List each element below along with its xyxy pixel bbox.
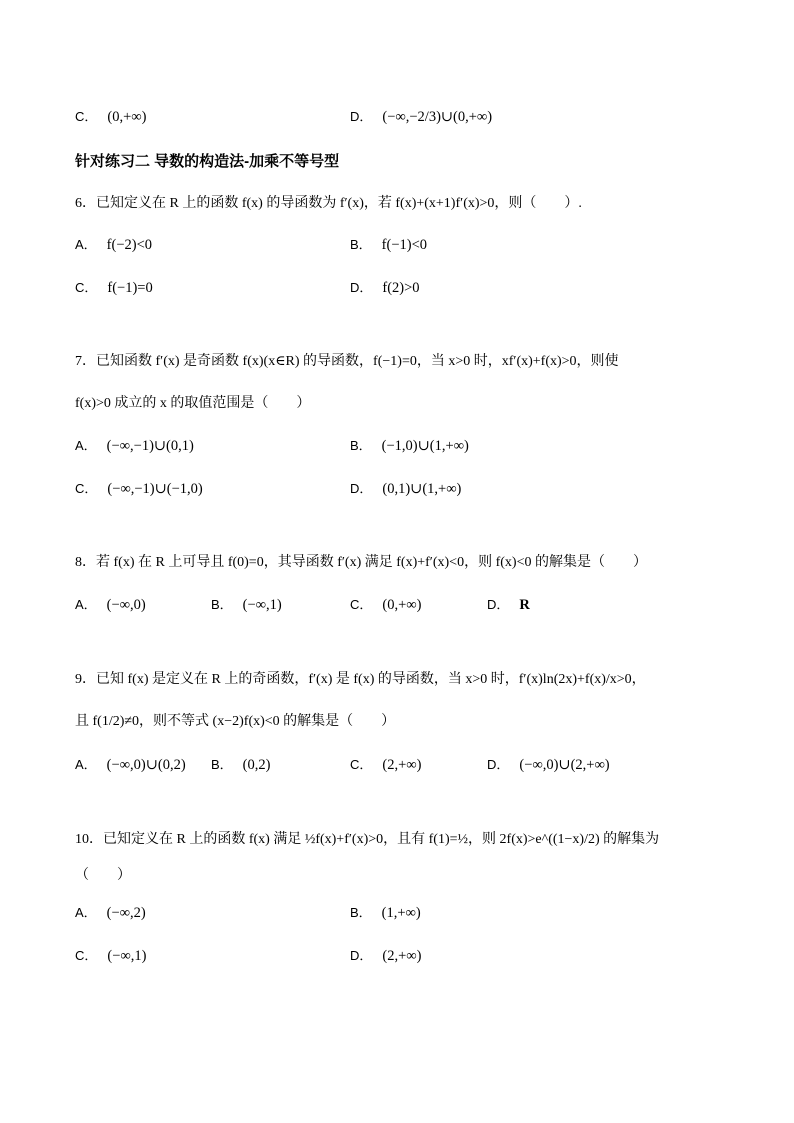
option-label: C．: [75, 280, 98, 295]
question-6-stem: 6．已知定义在 R 上的函数 f(x) 的导函数为 f′(x)，若 f(x)+(x+1)f′(x)>0，则（ ）.: [75, 196, 582, 211]
question-10-stem-line2: （ ）: [75, 868, 131, 883]
q8-option-b: [211, 594, 282, 614]
q8-option-a: [75, 594, 146, 614]
question-9-stem-line1: 9．已知 f(x) 是定义在 R 上的奇函数，f′(x) 是 f(x) 的导函数，当 x>0 时，f′(x)ln(2x)+f(x)/x>0，: [75, 672, 646, 687]
option-text: (2,+∞): [382, 948, 422, 964]
option-label: D．: [350, 948, 373, 963]
option-text: f(−2)<0: [106, 237, 153, 253]
question-8-stem: 8．若 f(x) 在 R 上可导且 f(0)=0，其导函数 f′(x) 满足 f(x)+f′(x)<0，则 f(x)<0 的解集是（ ）: [75, 555, 647, 570]
option-text: (−∞,2): [106, 905, 146, 921]
option-text: (−∞,0): [106, 597, 146, 613]
option-label: C．: [350, 757, 373, 772]
option-label: D．: [350, 481, 373, 496]
question-7-stem-line1: 7．已知函数 f′(x) 是奇函数 f(x)(x∈R) 的导函数，f(−1)=0，当 x>0 时，xf′(x)+f(x)>0，则使: [75, 354, 619, 369]
option-text: (−∞,−1)∪(−1,0): [107, 481, 203, 497]
option-text: (2,+∞): [382, 757, 422, 773]
q7-option-a: [75, 435, 194, 455]
option-label: A．: [75, 438, 97, 453]
option-label: C．: [75, 948, 98, 963]
option-label: B．: [211, 597, 233, 612]
q6-option-a: [75, 234, 152, 254]
q8-option-d: [487, 594, 530, 614]
option-c: [75, 106, 146, 126]
q7-option-d: [350, 478, 461, 498]
option-text: (0,2): [242, 757, 271, 773]
option-text: (−∞,1): [107, 948, 147, 964]
q6-option-c: [75, 277, 153, 297]
option-text: (0,+∞): [382, 597, 422, 613]
option-label: A．: [75, 597, 97, 612]
option-label: B．: [211, 757, 233, 772]
option-text: (−∞,1): [242, 597, 282, 613]
option-label: B．: [350, 438, 372, 453]
q10-option-a: [75, 902, 146, 922]
option-text: (−∞,0)∪(2,+∞): [519, 757, 610, 773]
option-text: (−∞,0)∪(0,2): [106, 757, 186, 773]
q9-option-d: [487, 754, 610, 774]
q7-option-c: [75, 478, 203, 498]
question-9-stem-line2: 且 f(1/2)≠0，则不等式 (x−2)f(x)<0 的解集是（ ）: [75, 714, 396, 729]
option-text: (−∞,−2/3)∪(0,+∞): [382, 109, 493, 125]
option-label: A．: [75, 237, 97, 252]
q10-option-b: [350, 902, 421, 922]
question-7-stem-line2: f(x)>0 成立的 x 的取值范围是（ ）: [75, 396, 311, 411]
option-text: (0,+∞): [107, 109, 147, 125]
q10-option-c: [75, 945, 146, 965]
option-label: C．: [75, 109, 98, 124]
q9-option-b: [211, 754, 270, 774]
q8-option-c: [350, 594, 421, 614]
option-label: D．: [487, 757, 510, 772]
option-text: (1,+∞): [381, 905, 421, 921]
option-text: (−1,0)∪(1,+∞): [381, 438, 469, 454]
option-d: [350, 106, 492, 126]
option-label: C．: [75, 481, 98, 496]
q6-option-d: [350, 277, 420, 297]
option-label: D．: [487, 597, 510, 612]
q9-option-c: [350, 754, 421, 774]
option-text: (0,1)∪(1,+∞): [382, 481, 462, 497]
option-label: A．: [75, 905, 97, 920]
question-10-stem-line1: 10．已知定义在 R 上的函数 f(x) 满足 ½f(x)+f′(x)>0，且有 f(1)=½，则 2f(x)>e^((1−x)/2) 的解集为: [75, 832, 660, 847]
q6-option-b: [350, 234, 427, 254]
option-label: B．: [350, 905, 372, 920]
q9-option-a: [75, 754, 186, 774]
option-label: B．: [350, 237, 372, 252]
option-label: C．: [350, 597, 373, 612]
option-text: f(−1)<0: [381, 237, 428, 253]
option-label: A．: [75, 757, 97, 772]
section-title: 针对练习二 导数的构造法-加乘不等号型: [75, 153, 340, 170]
option-label: D．: [350, 109, 373, 124]
option-text: R: [519, 597, 530, 613]
option-text: f(−1)=0: [107, 280, 153, 296]
option-text: f(2)>0: [382, 280, 420, 296]
option-label: D．: [350, 280, 373, 295]
q7-option-b: [350, 435, 469, 455]
option-text: (−∞,−1)∪(0,1): [106, 438, 194, 454]
q10-option-d: [350, 945, 421, 965]
